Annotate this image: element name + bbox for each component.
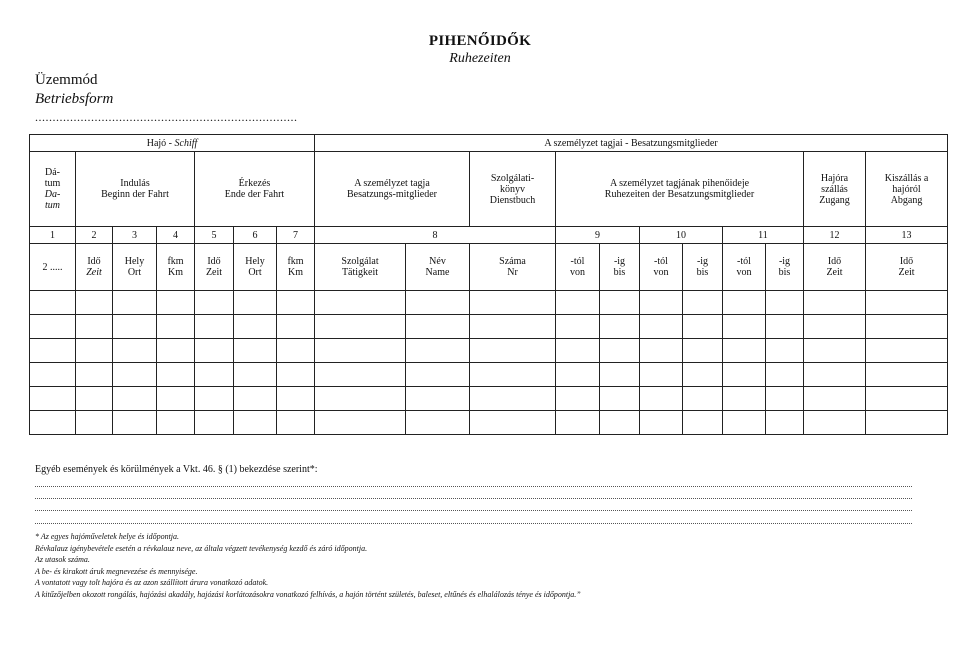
entry-cell[interactable] bbox=[866, 315, 948, 339]
entry-cell[interactable] bbox=[406, 363, 470, 387]
footnote: A vontatott vagy tolt hajóra és az azon szállított árura vonatkozó adatok. bbox=[35, 578, 269, 588]
entry-cell[interactable] bbox=[277, 291, 315, 315]
remarks-line[interactable] bbox=[35, 510, 912, 511]
sub-river-km: fkm Km bbox=[277, 244, 315, 291]
entry-cell[interactable] bbox=[30, 339, 76, 363]
operation-mode bbox=[35, 71, 113, 109]
entry-cell[interactable] bbox=[683, 363, 723, 387]
entry-cell[interactable] bbox=[683, 339, 723, 363]
entry-cell[interactable] bbox=[234, 291, 277, 315]
mode-label-de: Betriebsform bbox=[35, 91, 114, 107]
col-number: 4 bbox=[157, 227, 195, 244]
entry-cell[interactable] bbox=[683, 387, 723, 411]
entry-cell[interactable] bbox=[866, 291, 948, 315]
col-number: 10 bbox=[640, 227, 723, 244]
entry-cell[interactable] bbox=[315, 363, 406, 387]
entry-cell[interactable] bbox=[470, 291, 556, 315]
sub-name: Név Name bbox=[406, 244, 470, 291]
column-number-row bbox=[30, 227, 948, 244]
footnote: A kitűzőjelben okozott rongálás, hajózási akadály, hajózási korlátozásokra vonatkozó felhívás, a hajón történt születés, baleset, eltűnés és elhalálozás ténye és időpontja.” bbox=[35, 589, 581, 599]
entry-cell[interactable] bbox=[683, 411, 723, 435]
entry-cell[interactable] bbox=[600, 387, 640, 411]
col-number: 6 bbox=[234, 227, 277, 244]
entry-cell[interactable] bbox=[277, 315, 315, 339]
entry-cell[interactable] bbox=[30, 363, 76, 387]
col-boarding: Hajóra szállás Zugang bbox=[804, 152, 866, 227]
entry-cell[interactable] bbox=[195, 363, 234, 387]
entry-cell[interactable] bbox=[277, 411, 315, 435]
entry-cell[interactable] bbox=[406, 387, 470, 411]
col-departure: Indulás Beginn der Fahrt bbox=[76, 152, 195, 227]
sub-time: Idő Zeit bbox=[804, 244, 866, 291]
entry-cell[interactable] bbox=[234, 339, 277, 363]
entry-cell[interactable] bbox=[406, 411, 470, 435]
sub-header-row bbox=[30, 244, 948, 291]
entry-cell[interactable] bbox=[804, 411, 866, 435]
entry-cell[interactable] bbox=[683, 315, 723, 339]
group-crew: A személyzet tagjai - Besatzungsmitglieder bbox=[315, 135, 948, 152]
entry-cell[interactable] bbox=[315, 387, 406, 411]
entry-cell[interactable] bbox=[600, 291, 640, 315]
entry-cell[interactable] bbox=[766, 339, 804, 363]
col-service-book: Szolgálati- könyv Dienstbuch bbox=[470, 152, 556, 227]
entry-cell[interactable] bbox=[640, 291, 683, 315]
sub-place: Hely Ort bbox=[113, 244, 157, 291]
entry-cell[interactable] bbox=[30, 411, 76, 435]
table-row bbox=[30, 315, 948, 339]
entry-cell[interactable] bbox=[234, 315, 277, 339]
entry-cell[interactable] bbox=[556, 291, 600, 315]
rest-times-table bbox=[29, 134, 948, 435]
entry-cell[interactable] bbox=[804, 339, 866, 363]
entry-cell[interactable] bbox=[195, 339, 234, 363]
entry-cell[interactable] bbox=[600, 315, 640, 339]
page-subtitle: Ruhezeiten bbox=[449, 51, 511, 66]
entry-cell[interactable] bbox=[76, 315, 113, 339]
entry-cell[interactable] bbox=[766, 315, 804, 339]
entry-cell[interactable] bbox=[315, 291, 406, 315]
entry-cell[interactable] bbox=[234, 411, 277, 435]
mode-fill-line[interactable]: ........................................................................... bbox=[35, 110, 298, 124]
col-arrival: Érkezés Ende der Fahrt bbox=[195, 152, 315, 227]
entry-cell[interactable] bbox=[406, 291, 470, 315]
entry-cell[interactable] bbox=[157, 411, 195, 435]
mode-label-hu: Üzemmód bbox=[35, 72, 98, 88]
entry-cell[interactable] bbox=[556, 363, 600, 387]
entry-cell[interactable] bbox=[804, 315, 866, 339]
entry-cell[interactable] bbox=[113, 339, 157, 363]
entry-cell[interactable] bbox=[866, 339, 948, 363]
sub-from: -tól von bbox=[640, 244, 683, 291]
sub-number: Száma Nr bbox=[470, 244, 556, 291]
entry-cell[interactable] bbox=[277, 387, 315, 411]
entry-cell[interactable] bbox=[113, 387, 157, 411]
sub-until: -ig bis bbox=[683, 244, 723, 291]
col-rest-times: A személyzet tagjának pihenőideje Ruhezeiten der Besatzungsmitglieder bbox=[556, 152, 804, 227]
entry-cell[interactable] bbox=[406, 315, 470, 339]
entry-cell[interactable] bbox=[470, 411, 556, 435]
entry-cell[interactable] bbox=[195, 315, 234, 339]
entry-cell[interactable] bbox=[234, 387, 277, 411]
entry-cell[interactable] bbox=[556, 339, 600, 363]
entry-cell[interactable] bbox=[76, 339, 113, 363]
column-header-row bbox=[30, 152, 948, 227]
entry-cell[interactable] bbox=[600, 411, 640, 435]
table-row bbox=[30, 363, 948, 387]
entry-cell[interactable] bbox=[470, 387, 556, 411]
entry-cell[interactable] bbox=[195, 411, 234, 435]
entry-cell[interactable] bbox=[556, 411, 600, 435]
entry-cell[interactable] bbox=[723, 339, 766, 363]
sub-place: Hely Ort bbox=[234, 244, 277, 291]
entry-cell[interactable] bbox=[234, 363, 277, 387]
entry-cell[interactable] bbox=[157, 291, 195, 315]
entry-cell[interactable] bbox=[113, 291, 157, 315]
entry-cell[interactable] bbox=[113, 363, 157, 387]
sub-duty: Szolgálat Tätigkeit bbox=[315, 244, 406, 291]
entry-cell[interactable] bbox=[683, 291, 723, 315]
sub-time: Idő Zeit bbox=[195, 244, 234, 291]
entry-cell[interactable] bbox=[30, 315, 76, 339]
col-leaving: Kiszállás a hajóról Abgang bbox=[866, 152, 948, 227]
group-header-row bbox=[30, 135, 948, 152]
footnote: * Az egyes hajóműveletek helye és időpontja. bbox=[35, 532, 180, 541]
col-number: 3 bbox=[113, 227, 157, 244]
entry-cell[interactable] bbox=[766, 363, 804, 387]
entry-cell[interactable] bbox=[866, 363, 948, 387]
page-title: PIHENŐIDŐK bbox=[428, 33, 532, 49]
entry-cell[interactable] bbox=[157, 363, 195, 387]
entry-cell[interactable] bbox=[804, 387, 866, 411]
footnotes bbox=[35, 531, 581, 601]
entry-cell[interactable] bbox=[766, 411, 804, 435]
entry-cell[interactable] bbox=[315, 339, 406, 363]
entry-cell[interactable] bbox=[195, 291, 234, 315]
footnote: A be- és kirakott áruk megnevezése és mennyisége. bbox=[35, 566, 198, 576]
entry-cell[interactable] bbox=[157, 315, 195, 339]
entry-cell[interactable] bbox=[277, 339, 315, 363]
entry-cell[interactable] bbox=[640, 411, 683, 435]
entry-cell[interactable] bbox=[315, 411, 406, 435]
footnote: Az utasok száma. bbox=[35, 555, 90, 565]
col-number: 1 bbox=[30, 227, 76, 244]
group-ship: Hajó - Schiff bbox=[30, 135, 315, 152]
footnote: Révkalauz igénybevétele esetén a révkalauz neve, az általa végzett tevékenység kezdő és záró időpontja. bbox=[35, 543, 368, 553]
entry-cell[interactable] bbox=[30, 291, 76, 315]
entry-cell[interactable] bbox=[723, 363, 766, 387]
sub-until: -ig bis bbox=[600, 244, 640, 291]
remarks-line[interactable] bbox=[35, 523, 912, 524]
col-number: 12 bbox=[804, 227, 866, 244]
entry-cell[interactable] bbox=[556, 315, 600, 339]
entry-cell[interactable] bbox=[470, 315, 556, 339]
entry-cell[interactable] bbox=[766, 291, 804, 315]
entry-cell[interactable] bbox=[640, 387, 683, 411]
col-crew-member: A személyzet tagja Besatzungs-mitglieder bbox=[315, 152, 470, 227]
entry-cell[interactable] bbox=[640, 339, 683, 363]
entry-cell[interactable] bbox=[277, 363, 315, 387]
col-number: 11 bbox=[723, 227, 804, 244]
entry-cell[interactable] bbox=[76, 291, 113, 315]
entry-cell[interactable] bbox=[866, 411, 948, 435]
col-number: 2 bbox=[76, 227, 113, 244]
entry-cell[interactable] bbox=[723, 411, 766, 435]
sub-from: -tól von bbox=[723, 244, 766, 291]
col-number: 5 bbox=[195, 227, 234, 244]
entry-cell[interactable] bbox=[157, 339, 195, 363]
table-row bbox=[30, 411, 948, 435]
table-row bbox=[30, 387, 948, 411]
table-row bbox=[30, 339, 948, 363]
entry-rows bbox=[30, 291, 948, 435]
entry-cell[interactable] bbox=[600, 363, 640, 387]
entry-cell[interactable] bbox=[195, 387, 234, 411]
date-value: 2 ..... bbox=[30, 244, 76, 291]
entry-cell[interactable] bbox=[470, 363, 556, 387]
entry-cell[interactable] bbox=[470, 339, 556, 363]
sub-from: -tól von bbox=[556, 244, 600, 291]
entry-cell[interactable] bbox=[723, 387, 766, 411]
remarks-line[interactable] bbox=[35, 498, 912, 499]
entry-cell[interactable] bbox=[113, 411, 157, 435]
entry-cell[interactable] bbox=[406, 339, 470, 363]
entry-cell[interactable] bbox=[76, 387, 113, 411]
entry-cell[interactable] bbox=[866, 387, 948, 411]
entry-cell[interactable] bbox=[157, 387, 195, 411]
entry-cell[interactable] bbox=[804, 291, 866, 315]
sub-river-km: fkm Km bbox=[157, 244, 195, 291]
entry-cell[interactable] bbox=[640, 315, 683, 339]
remarks-label: Egyéb események és körülmények a Vkt. 46. § (1) bekezdése szerint*: bbox=[35, 464, 318, 475]
col-number: 13 bbox=[866, 227, 948, 244]
entry-cell[interactable] bbox=[30, 387, 76, 411]
col-date: Dá- tum Da- tum bbox=[30, 152, 76, 227]
table-row bbox=[30, 291, 948, 315]
col-number: 7 bbox=[277, 227, 315, 244]
remarks-line[interactable] bbox=[35, 486, 912, 487]
entry-cell[interactable] bbox=[76, 363, 113, 387]
col-number: 9 bbox=[556, 227, 640, 244]
entry-cell[interactable] bbox=[315, 315, 406, 339]
sub-time: Idő Zeit bbox=[866, 244, 948, 291]
entry-cell[interactable] bbox=[640, 363, 683, 387]
col-number: 8 bbox=[315, 227, 556, 244]
entry-cell[interactable] bbox=[766, 387, 804, 411]
entry-cell[interactable] bbox=[723, 291, 766, 315]
entry-cell[interactable] bbox=[804, 363, 866, 387]
entry-cell[interactable] bbox=[723, 315, 766, 339]
entry-cell[interactable] bbox=[556, 387, 600, 411]
entry-cell[interactable] bbox=[113, 315, 157, 339]
entry-cell[interactable] bbox=[76, 411, 113, 435]
entry-cell[interactable] bbox=[600, 339, 640, 363]
sub-until: -ig bis bbox=[766, 244, 804, 291]
sub-time: Idő Zeit bbox=[76, 244, 113, 291]
